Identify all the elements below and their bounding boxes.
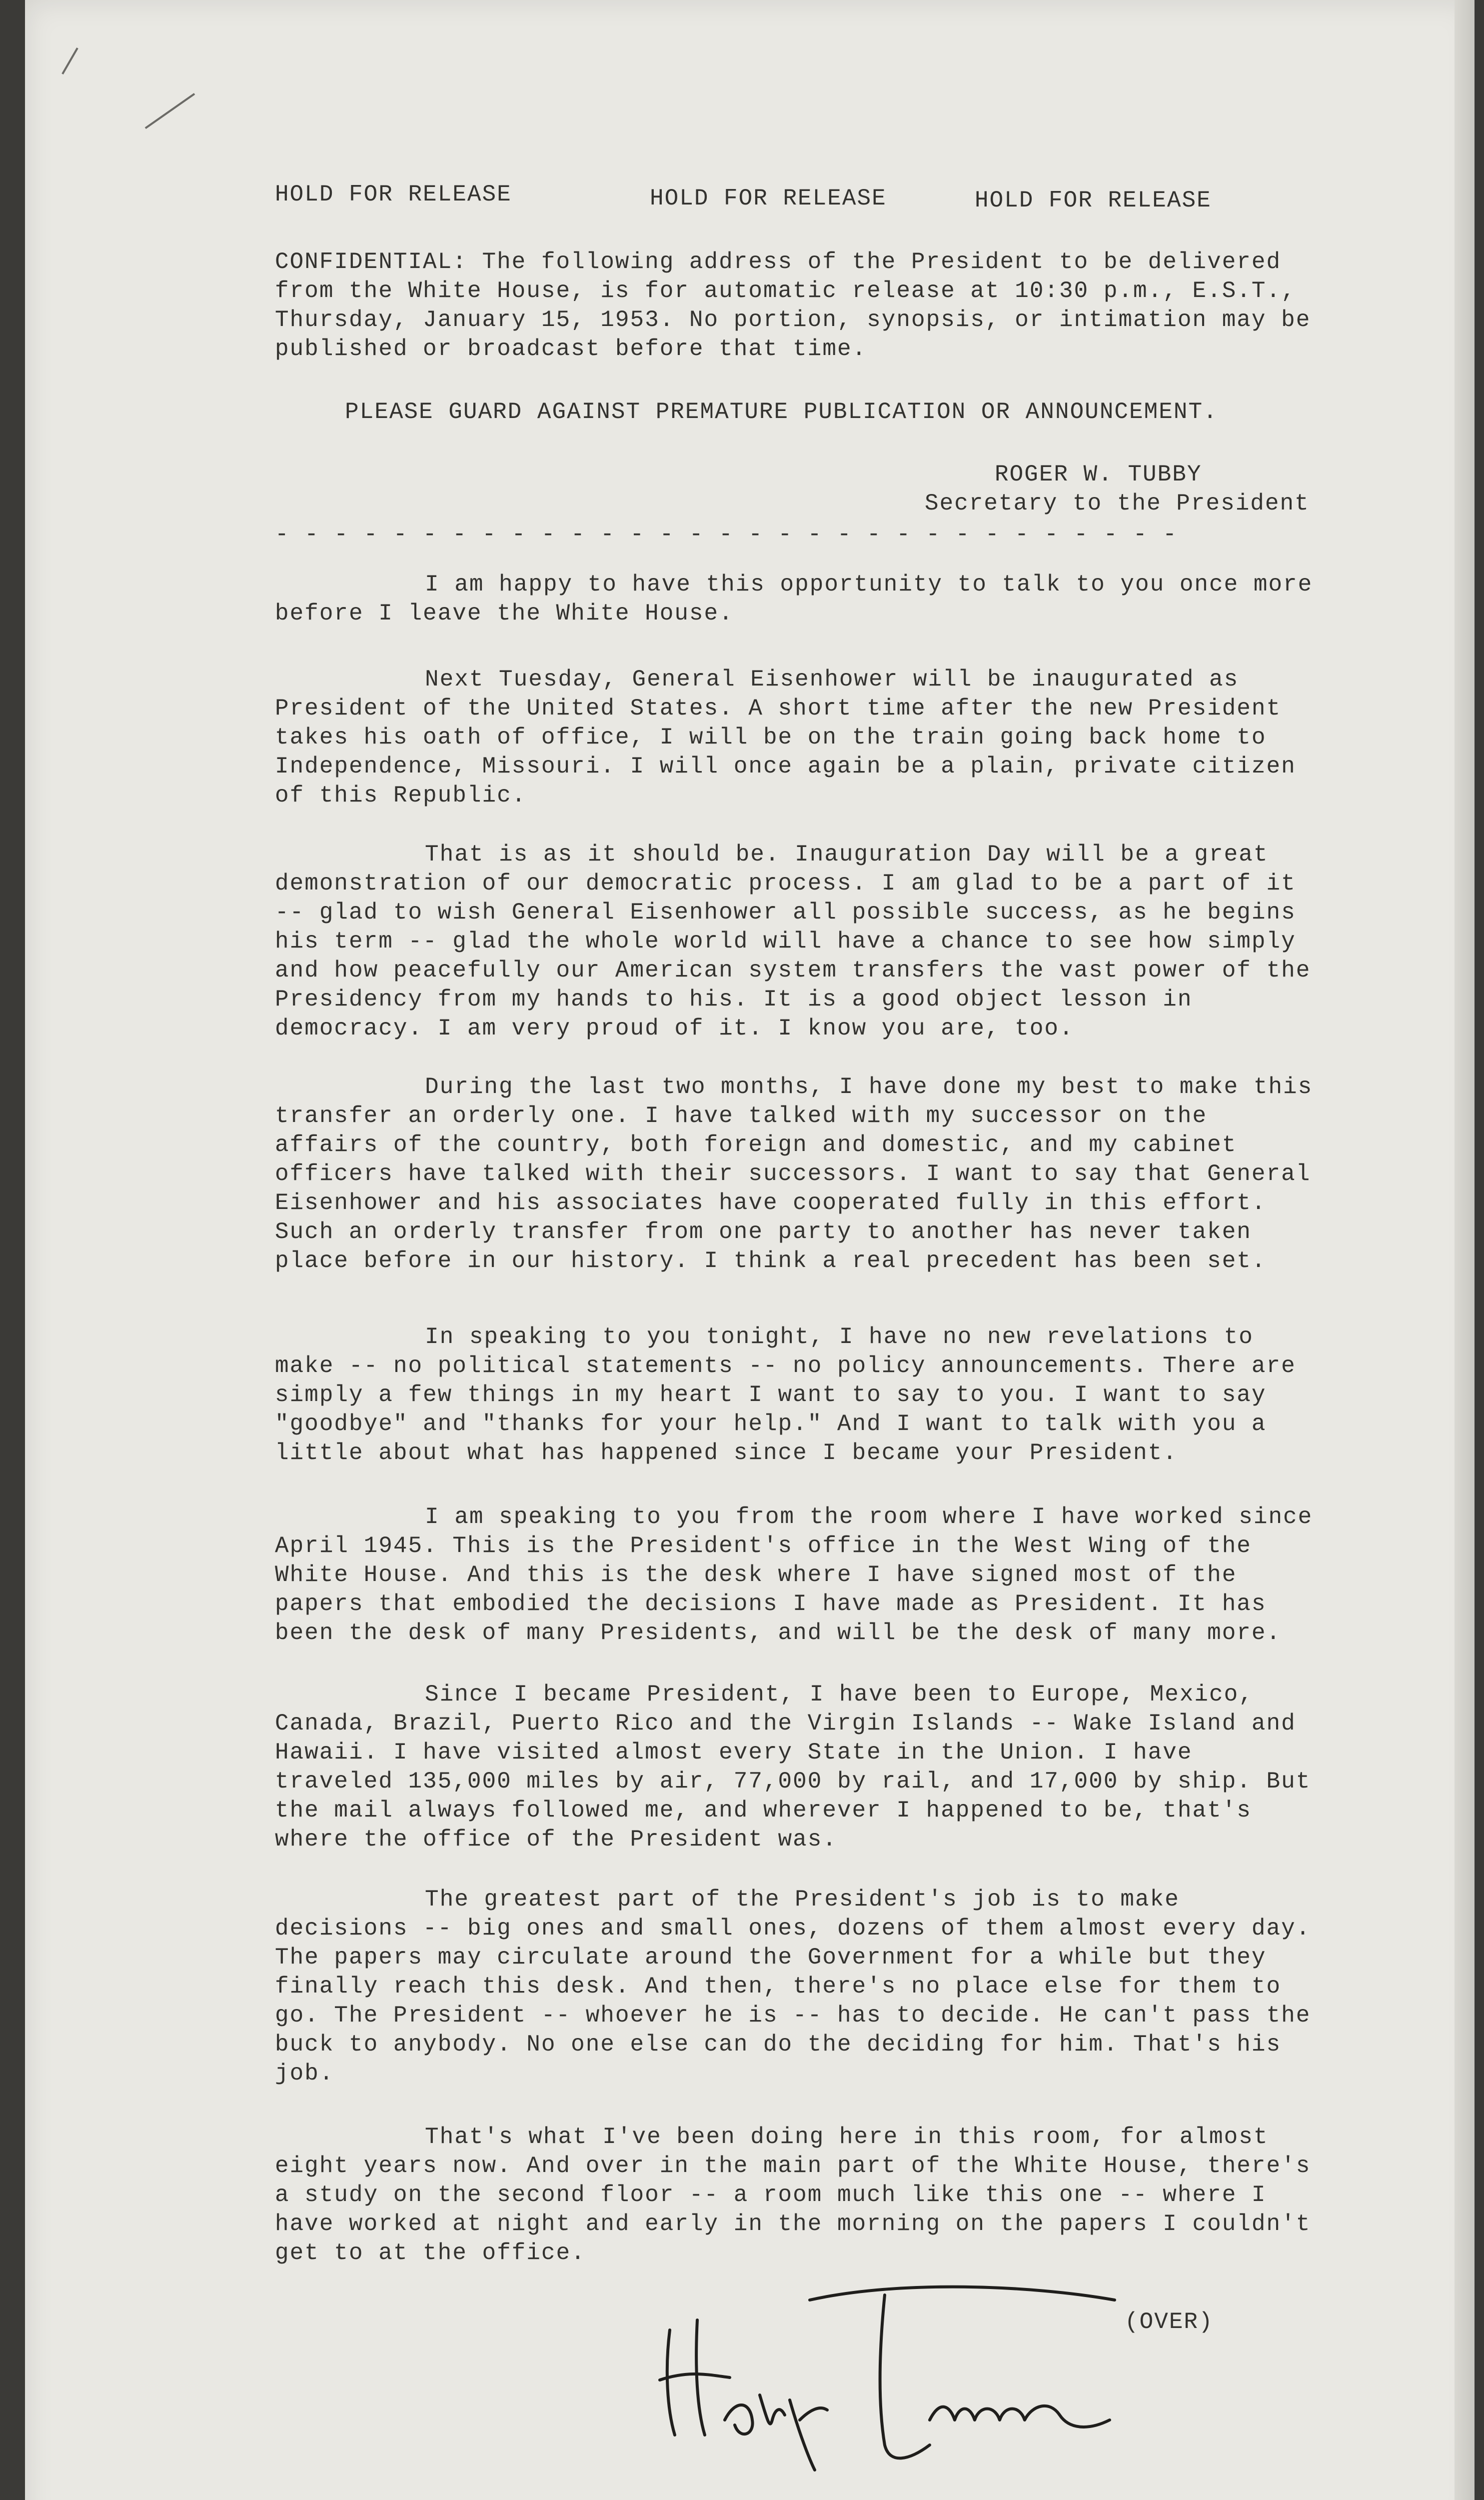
paragraph — [275, 1680, 1325, 1854]
secretary-name: ROGER W. TUBBY — [995, 462, 1202, 488]
guard-notice: PLEASE GUARD AGAINST PREMATURE PUBLICATION OR ANNOUNCEMENT. — [345, 399, 1218, 425]
secretary-title: Secretary to the President — [925, 490, 1310, 516]
paragraph-text: The greatest part of the President's job is to make decisions -- big ones and small ones, dozens of them almost every day. The papers may circulate around the Government for a while but they finally reach this desk. And then, there's no place else for them to go. The President -- whoever he is -- has to decide. He can't pass the buck to anybody. No one else can do the deciding for him. That's his job. — [275, 1886, 1311, 2086]
paragraph-text: That's what I've been doing here in this room, for almost eight years now. And over in the main part of the White House, there's a study on the second floor -- a room much like this one -- where I have worked at night and early in the morning on the papers I couldn't get to at the office. — [275, 2124, 1311, 2266]
hold-label: HOLD FOR RELEASE — [650, 186, 887, 212]
paragraph — [275, 2122, 1325, 2268]
confidential-notice — [275, 248, 1325, 364]
paragraph-text: I am happy to have this opportunity to talk to you once more before I leave the White House. — [275, 572, 1313, 626]
hold-label: HOLD FOR RELEASE — [975, 188, 1212, 214]
paragraph-text: Since I became President, I have been to Europe, Mexico, Canada, Brazil, Puerto Rico and the Virgin Islands -- Wake Island and Hawaii. I have visited almost every State in the Union. I have traveled 135,000 miles by air, 77,000 by rail, and 17,000 by ship. But the mail always followed me, and wherever I happened to be, that's where the office of the President was. — [275, 1682, 1311, 1852]
paragraph-text: During the last two months, I have done my best to make this transfer an orderly one. I have talked with my successor on the affairs of the country, both foreign and domestic, and my cabinet officers have talked with their successors. I want to say that General Eisenhower and his associates have cooperated fully in this effort. Such an orderly transfer from one party to another has never taken place before in our history. I think a real precedent has been set. — [275, 1074, 1313, 1274]
paper-edge — [1455, 0, 1475, 2500]
document-page — [25, 0, 1475, 2500]
paragraph-text: Next Tuesday, General Eisenhower will be inaugurated as President of the United States. A short time after the new President takes his oath of office, I will be on the train going back home to Independence, Missouri. I will once again be a plain, private citizen of this Republic. — [275, 666, 1296, 808]
paragraph — [275, 1072, 1325, 1276]
paragraph-text: That is as it should be. Inauguration Day will be a great demonstration of our democratic process. I am glad to be a part of it -- glad to wish General Eisenhower all possible success, as he begins his term -- glad the whole world will have a chance to see how simply and how peacefully our American system transfers the vast power of the Presidency from my hands to his. It is a good object lesson in democracy. I am very proud of it. I know you are, too. — [275, 842, 1311, 1042]
pencil-mark — [145, 93, 195, 129]
handwritten-signature — [650, 2270, 1150, 2480]
pencil-mark — [61, 48, 78, 74]
paragraph — [275, 1322, 1325, 1468]
paragraph — [275, 840, 1325, 1043]
paragraph-text: In speaking to you tonight, I have no new revelations to make -- no political statements -- no policy announcements. There are simply a few things in my heart I want to say to you. I want to say "goodbye" and "thanks for your help." And I want to talk with you a little about what has happened since I became your President. — [275, 1324, 1296, 1466]
paragraph — [275, 665, 1325, 810]
confidential-text: CONFIDENTIAL: The following address of the President to be delivered from the White House, is for automatic release at 10:30 p.m., E.S.T., Thursday, January 15, 1953. No portion, synopsis, or intimation may be published or broadcast before that time. — [275, 249, 1311, 362]
divider-dashes: - - - - - - - - - - - - - - - - - - - - - - - - - - - - - - - — [275, 522, 1178, 548]
paragraph — [275, 1885, 1325, 2088]
paragraph-text: I am speaking to you from the room where I have worked since April 1945. This is the President's office in the West Wing of the White House. And this is the desk where I have signed most of the papers that embodied the decisions I have made as President. It has been the desk of many Presidents, and will be the desk of many more. — [275, 1504, 1313, 1646]
paragraph — [275, 570, 1325, 628]
paragraph — [275, 1502, 1325, 1648]
over-label: (OVER) — [1125, 2309, 1214, 2335]
hold-for-release-row — [275, 180, 1225, 215]
hold-label: HOLD FOR RELEASE — [275, 182, 512, 208]
